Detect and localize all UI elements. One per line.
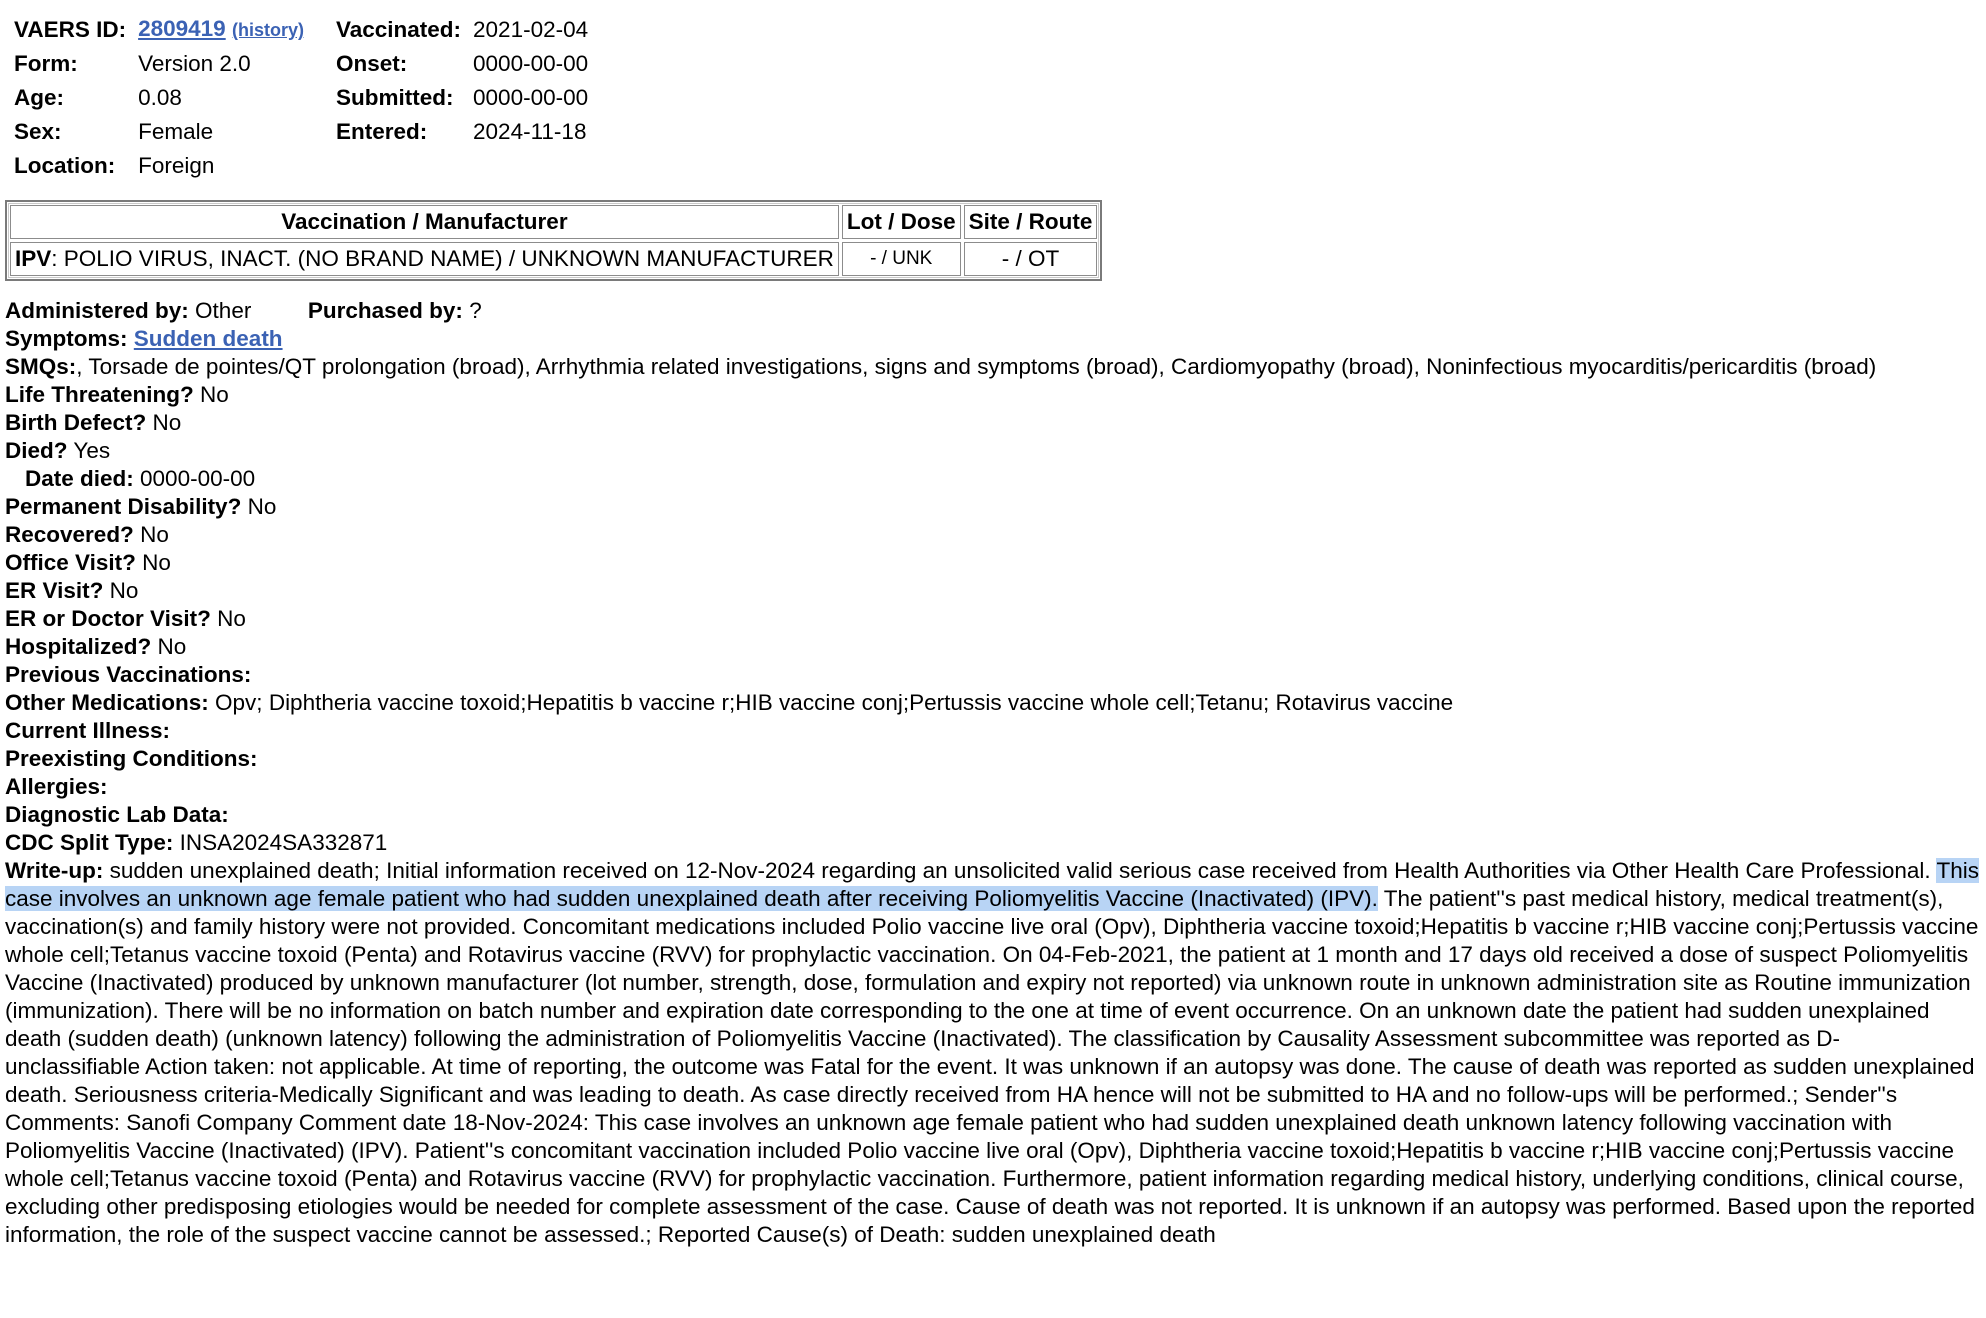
header-row-4 xyxy=(10,115,592,149)
location-value: Foreign xyxy=(138,153,215,178)
vaccinated-label: Vaccinated: xyxy=(335,16,462,42)
died-row xyxy=(5,437,1980,465)
writeup-selected-text: This case involves an unknown age female patient who had sudden unexplained death after receiving Poliomyelitis Vaccine (Inactivated) (IPV). xyxy=(5,858,1979,911)
writeup-text-post: The patient''s past medical history, medical treatment(s), vaccination(s) and family history were not provided. Concomitant medications included Polio vaccine live oral (Opv), Diphtheria vaccine toxoid;Hepatitis b vaccine r;HIB vaccine conj;Pertussis vaccine whole cell;Tetanus vaccine toxoid (Penta) and Rotavirus vaccine (RVV) for prophylactic vaccination. On 04-Feb-2021, the patient at 1 month and 17 days old received a dose of suspect Poliomyelitis Vaccine (Inactivated) produced by unknown manufacturer (lot number, strength, dose, formulation and expiry not reported) via unknown route in unknown administration site as Routine immunization (immunization). There will be no information on batch number and expiration date corresponding to the one at time of event occurrence. On an unknown date the patient had sudden unexplained death (sudden death) (unknown latency) following the administration of Poliomyelitis Vaccine (Inactivated). The classification by Causality Assessment subcommittee was reported as D- unclassifiable Action taken: not applicable. At time of reporting, the outcome was Fatal for the event. It was unknown if an autopsy was done. The cause of death was reported as sudden unexplained death. Seriousness criteria-Medically Significant and was leading to death. As case directly received from HA hence will not be submitted to HA and no follow-ups will be performed.; Sender''s Comments: Sanofi Company Comment date 18-Nov-2024: This case involves an unknown age female patient who had sudden unexplained death unknown latency following vaccination with Poliomyelitis Vaccine (Inactivated) (IPV). Patient''s concomitant vaccination included Polio vaccine live oral (Opv), Diphtheria vaccine toxoid;Hepatitis b vaccine r;HIB vaccine conj;Pertussis vaccine whole cell;Tetanus vaccine toxoid (Penta) and Rotavirus vaccine (RVV) for prophylactic vaccination. Furthermore, patient information regarding medical history, underlying conditions, clinical course, excluding other predisposing etiologies would be needed for complete assessment of the case. Cause of death was not reported. It is unknown if an autopsy was performed. Based upon the reported information, the role of the suspect vaccine cannot be assessed.; Reported Cause(s) of Death: sudden unexplained death xyxy=(5,886,1979,1247)
hospitalized-label: Hospitalized? xyxy=(5,634,152,659)
cdc-split-type-label: CDC Split Type: xyxy=(5,830,174,855)
entered-value: 2024-11-18 xyxy=(473,119,587,144)
col-vaccination-manufacturer: Vaccination / Manufacturer xyxy=(10,205,839,239)
preexisting-conditions-label: Preexisting Conditions: xyxy=(5,746,258,771)
purchased-label: Purchased by: xyxy=(307,298,463,323)
hospitalized-row xyxy=(5,633,1980,661)
allergies-label: Allergies: xyxy=(5,774,108,799)
life-threatening-value: No xyxy=(200,382,229,407)
diagnostic-lab-row xyxy=(5,801,1980,829)
birth-defect-value: No xyxy=(152,410,182,435)
date-died-value: 0000-00-00 xyxy=(140,466,256,491)
died-value: Yes xyxy=(73,438,111,463)
form-label: Form: xyxy=(14,51,78,76)
header-row-1 xyxy=(10,12,592,47)
current-illness-row xyxy=(5,717,1980,745)
er-visit-row xyxy=(5,577,1980,605)
recovered-label: Recovered? xyxy=(5,522,134,547)
history-link[interactable]: (history) xyxy=(231,20,304,40)
cdc-split-type-value: INSA2024SA332871 xyxy=(179,830,388,855)
office-visit-value: No xyxy=(142,550,171,575)
er-visit-value: No xyxy=(109,578,139,603)
permanent-disability-value: No xyxy=(247,494,277,519)
vaers-id-cell xyxy=(134,12,308,47)
col-site-route: Site / Route xyxy=(964,205,1098,239)
purchased-value: ? xyxy=(469,298,482,323)
other-medications-label: Other Medications: xyxy=(5,690,209,715)
onset-value: 0000-00-00 xyxy=(473,51,589,76)
er-doctor-visit-value: No xyxy=(217,606,246,631)
vaccination-table xyxy=(5,200,1102,281)
location-label: Location: xyxy=(14,153,116,178)
preexisting-conditions-row xyxy=(5,745,1980,773)
writeup-label: Write-up: xyxy=(5,858,104,883)
sex-value: Female xyxy=(138,119,214,144)
er-doctor-visit-row xyxy=(5,605,1980,633)
submitted-label: Submitted: xyxy=(335,85,454,110)
header-row-5 xyxy=(10,149,592,183)
age-label: Age: xyxy=(14,85,64,110)
writeup-row xyxy=(5,857,1980,1249)
allergies-row xyxy=(5,773,1980,801)
submitted-value: 0000-00-00 xyxy=(473,85,589,110)
cdc-split-type-row xyxy=(5,829,1980,857)
lot-dose-cell: - / UNK xyxy=(842,242,961,276)
header-row-2 xyxy=(10,47,592,81)
report-header xyxy=(6,12,596,183)
birth-defect-label: Birth Defect? xyxy=(5,410,147,435)
died-label: Died? xyxy=(5,438,68,463)
er-doctor-visit-label: ER or Doctor Visit? xyxy=(5,606,211,631)
er-visit-label: ER Visit? xyxy=(5,578,104,603)
life-threatening-row xyxy=(5,381,1980,409)
symptom-link-sudden-death[interactable]: Sudden death xyxy=(133,326,283,351)
life-threatening-label: Life Threatening? xyxy=(5,382,194,407)
diagnostic-lab-label: Diagnostic Lab Data: xyxy=(5,802,229,827)
smqs-row xyxy=(5,353,1980,381)
table-row xyxy=(10,242,1097,276)
vaccine-description: : POLIO VIRUS, INACT. (NO BRAND NAME) / UNKNOWN MANUFACTURER xyxy=(51,246,834,271)
smqs-value: , Torsade de pointes/QT prolongation (broad), Arrhythmia related investigations, signs and symptoms (broad), Cardiomyopathy (broad), Noninfectious myocarditis/pericarditis (broad) xyxy=(76,354,1877,379)
vaccination-cell xyxy=(10,242,839,276)
header-row-3 xyxy=(10,81,592,115)
recovered-row xyxy=(5,521,1980,549)
other-medications-value: Opv; Diphtheria vaccine toxoid;Hepatitis b vaccine r;HIB vaccine conj;Pertussis vaccine whole cell;Tetanu; Rotavirus vaccine xyxy=(215,690,1454,715)
age-value: 0.08 xyxy=(138,85,182,110)
vaccination-table-header xyxy=(10,205,1097,239)
col-lot-dose: Lot / Dose xyxy=(842,205,961,239)
administered-label: Administered by: xyxy=(5,298,189,323)
permanent-disability-label: Permanent Disability? xyxy=(5,494,242,519)
administered-row xyxy=(5,297,1980,325)
hospitalized-value: No xyxy=(157,634,187,659)
smqs-label: SMQs: xyxy=(5,354,77,379)
vaers-id-link[interactable]: 2809419 xyxy=(138,16,226,41)
other-medications-row xyxy=(5,689,1980,717)
previous-vaccinations-label: Previous Vaccinations: xyxy=(5,662,252,687)
symptoms-label: Symptoms: xyxy=(5,326,128,351)
onset-label: Onset: xyxy=(335,51,408,76)
form-value: Version 2.0 xyxy=(138,51,251,76)
site-route-cell: - / OT xyxy=(964,242,1098,276)
current-illness-label: Current Illness: xyxy=(5,718,171,743)
symptoms-row xyxy=(5,325,1980,353)
sex-label: Sex: xyxy=(14,119,62,144)
date-died-label: Date died: xyxy=(25,466,134,491)
vaccine-code: IPV xyxy=(15,246,52,271)
previous-vaccinations-row xyxy=(5,661,1980,689)
writeup-text-pre: sudden unexplained death; Initial information received on 12-Nov-2024 regarding an unsolicited valid serious case received from Health Authorities via Other Health Care Professional. xyxy=(109,858,1937,883)
date-died-row xyxy=(5,465,1980,493)
report-details xyxy=(5,297,1980,1249)
administered-value: Other xyxy=(195,298,252,323)
office-visit-label: Office Visit? xyxy=(5,550,136,575)
entered-label: Entered: xyxy=(335,119,428,144)
vaers-id-label: VAERS ID: xyxy=(14,16,127,42)
birth-defect-row xyxy=(5,409,1980,437)
office-visit-row xyxy=(5,549,1980,577)
permanent-disability-row xyxy=(5,493,1980,521)
vaccinated-value: 2021-02-04 xyxy=(473,16,589,42)
recovered-value: No xyxy=(140,522,169,547)
